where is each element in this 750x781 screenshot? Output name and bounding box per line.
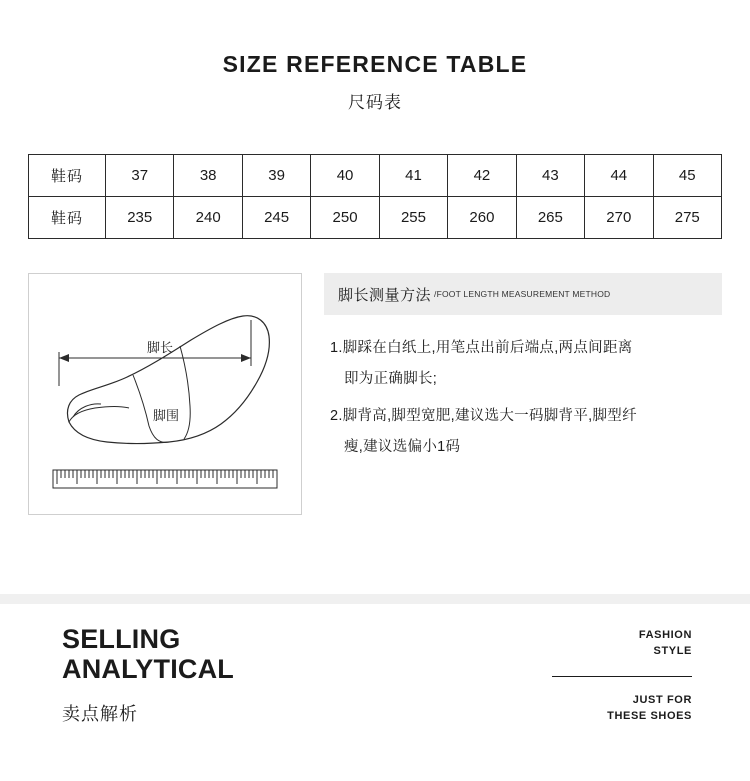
table-row: [29, 155, 722, 197]
footer-title-en-line2: ANALYTICAL: [62, 654, 235, 684]
list-item: [330, 333, 716, 395]
table-cell-size: 39: [242, 155, 310, 197]
table-cell-size: 45: [653, 155, 722, 197]
footer-rule: [552, 676, 692, 677]
section-divider: [0, 594, 750, 604]
size-table-wrap: [28, 154, 722, 239]
method-item-1-line-1: 1.脚踩在白纸上,用笔点出前后端点,两点间距离: [330, 340, 633, 357]
method-heading: [324, 273, 722, 315]
label-foot-girth: 脚围: [153, 408, 180, 424]
size-reference-table: [28, 154, 722, 239]
label-foot-length: 脚长: [147, 340, 174, 356]
table-cell-size: 44: [585, 155, 653, 197]
table-cell-length: 240: [174, 197, 242, 239]
table-cell-size: 40: [311, 155, 379, 197]
page-title-cn: 尺码表: [348, 93, 402, 113]
footer-tag-line4: THESE SHOES: [607, 710, 692, 722]
footer-left: [62, 624, 234, 726]
table-cell-length: 235: [106, 197, 174, 239]
table-row: [29, 197, 722, 239]
method-heading-en: /FOOT LENGTH MEASUREMENT METHOD: [434, 288, 611, 299]
footer-tag-line2: STYLE: [653, 645, 692, 657]
table-cell-length: 275: [653, 197, 722, 239]
footer-tag-line1: FASHION: [638, 629, 692, 641]
table-cell-length: 265: [516, 197, 584, 239]
page-title-en: SIZE REFERENCE TABLE: [222, 51, 528, 77]
page-title-block: [0, 0, 750, 113]
row-header-size: 鞋码: [29, 155, 106, 197]
measurement-method: [324, 273, 722, 463]
method-heading-cn: 脚长测量方法: [338, 286, 432, 304]
table-cell-size: 42: [448, 155, 516, 197]
table-cell-length: 255: [379, 197, 447, 239]
table-cell-size: 43: [516, 155, 584, 197]
method-body: [324, 315, 722, 463]
foot-diagram: [28, 273, 302, 515]
measurement-section: [28, 273, 722, 515]
method-item-2-line-1: 2.脚背高,脚型宽肥,建议选大一码脚背平,脚型纤: [330, 408, 637, 425]
table-cell-length: 250: [311, 197, 379, 239]
list-item: [330, 401, 716, 463]
method-item-2-line-2: 瘦,建议选偏小1码: [344, 439, 461, 456]
footer-title-en-line1: SELLING: [62, 624, 181, 654]
footer-tag-line3: JUST FOR: [632, 694, 692, 706]
footer-right: [552, 627, 692, 724]
table-cell-length: 260: [448, 197, 516, 239]
row-header-length: 鞋码: [29, 197, 106, 239]
selling-analytical-footer: [0, 604, 750, 781]
foot-outline-icon: [29, 274, 301, 514]
table-cell-size: 41: [379, 155, 447, 197]
table-cell-size: 37: [106, 155, 174, 197]
table-cell-length: 245: [242, 197, 310, 239]
footer-title-cn: 卖点解析: [62, 704, 138, 724]
table-cell-size: 38: [174, 155, 242, 197]
method-item-1-line-2: 即为正确脚长;: [344, 371, 438, 388]
table-cell-length: 270: [585, 197, 653, 239]
